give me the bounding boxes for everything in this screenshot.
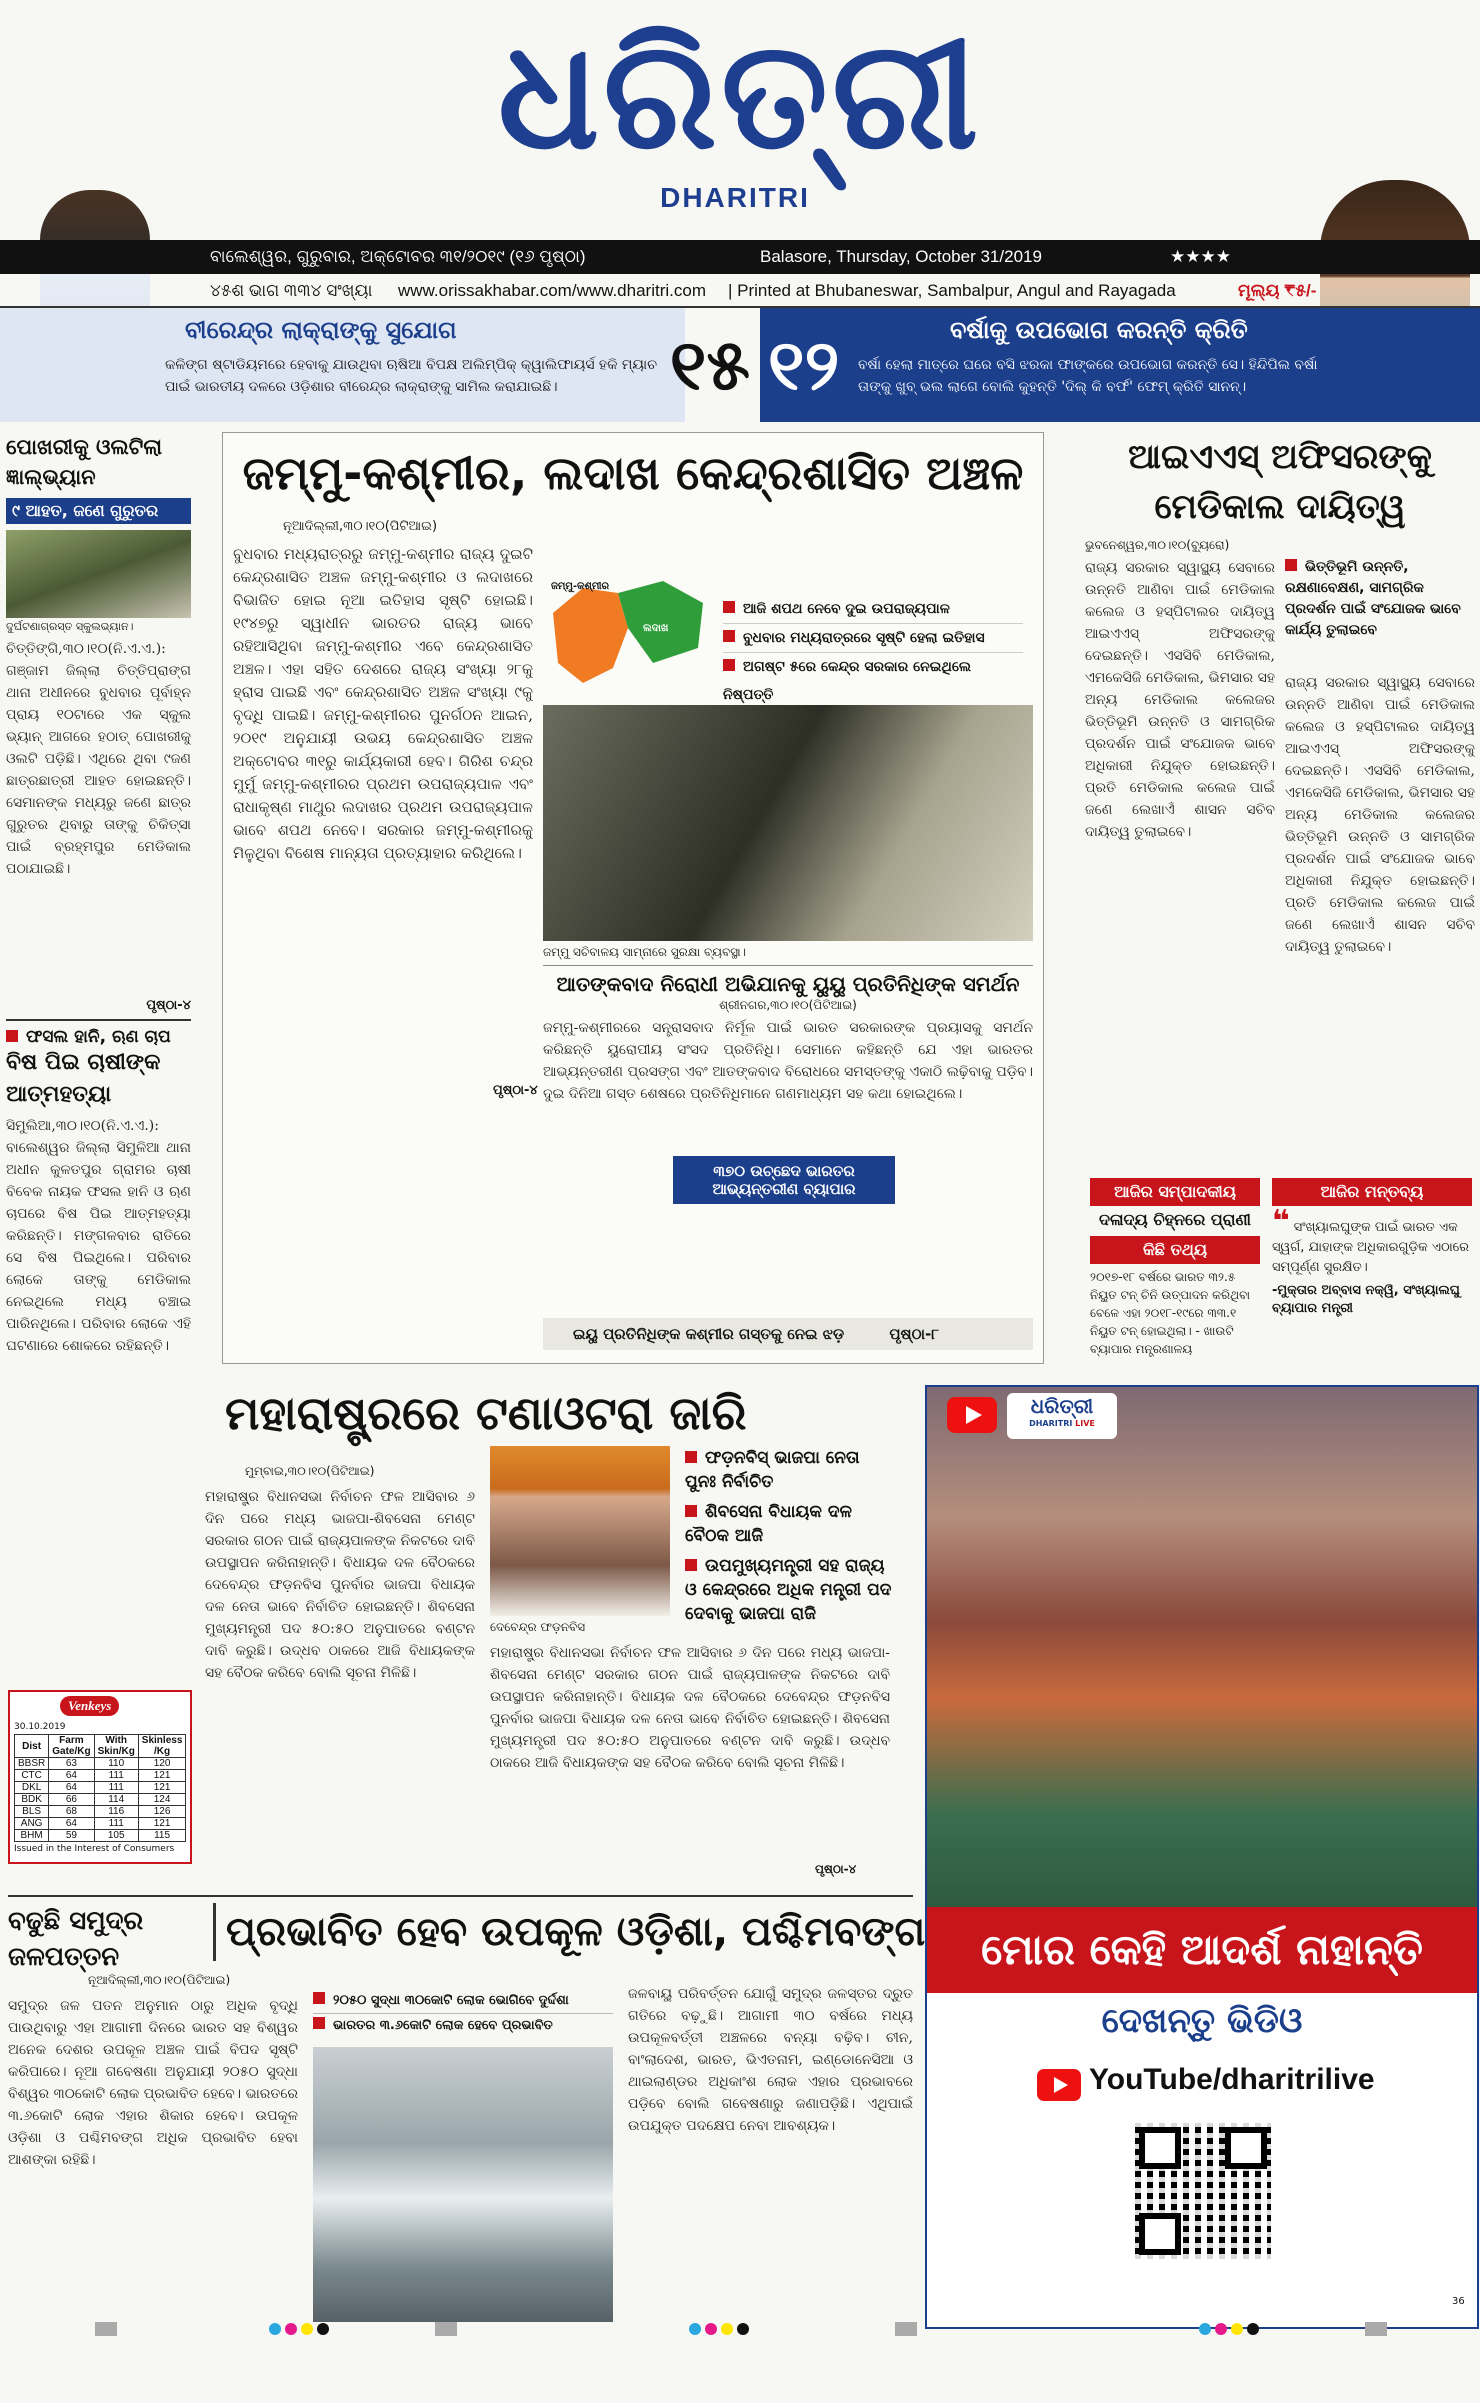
printed-at: | Printed at Bhubaneswar, Sambalpur, Angul and Rayagada xyxy=(728,281,1176,300)
eu-footer[interactable] xyxy=(543,1318,1033,1350)
maharashtra-story xyxy=(205,1380,905,1885)
athlete-photo xyxy=(927,1387,1477,1907)
price-cell: 64 xyxy=(49,1782,94,1794)
price-row xyxy=(15,1770,186,1782)
youtube-channel-text xyxy=(1089,2063,1375,2097)
price-cell: 121 xyxy=(138,1770,186,1782)
lead-story xyxy=(222,432,1044,1364)
eu-highlight-box: ୩୭୦ ଉଚ୍ଛେଦ ଭାରତର ଆଭ୍ୟନ୍ତରୀଣ ବ୍ୟାପାର xyxy=(673,1156,895,1204)
ad-cta[interactable]: ଦେଖନ୍ତୁ ଭିଡିଓ xyxy=(1101,2001,1303,2041)
left-story-body: ଚିତ୍ତିଙ୍ଗି,୩୦।୧୦(ନି.ଏ.ଏ.): ଗଞ୍ଜାମ ଜିଲ୍ଲା ଚିତ୍ତିପ୍ରାଙ୍ଗ ଥାନା ଅଧୀନରେ ବୁଧବାର ପୂର୍ବାହ୍ନ ପ୍ରାୟ ୧୦ଟାରେ ଏକ ସ୍କୁଲ ଭ୍ୟାନ୍ ଆଗରେ ହଠାତ୍ ପୋଖରୀକୁ ଓଲଟି ପଡ଼ିଛି। ଏଥିରେ ଥିବା ୯ଜଣ ଛାତ୍ରଛାତ୍ରୀ ଆହତ ହୋଇଛନ୍ତି। ସେମାନଙ୍କ ମଧ୍ୟରୁ ଜଣେ ଛାତ୍ର ଗୁରୁତର ଥିବାରୁ ତାଙ୍କୁ ଚିକିତ୍ସା ପାଇଁ ବ୍ରହ୍ମପୁର ମେଡିକାଲ ପଠାଯାଇଛି। xyxy=(6,641,191,877)
price-header-cell: Dist xyxy=(15,1735,49,1758)
maharashtra-body-left: ମହାରାଷ୍ଟ୍ର ବିଧାନସଭା ନିର୍ବାଚନ ଫଳ ଆସିବାର ୬ ଦିନ ପରେ ମଧ୍ୟ ଭାଜପା-ଶିବସେନା ମେଣ୍ଟ ସରକାର ଗଠନ ପାଇଁ ରାଜ୍ୟପାଳଙ୍କ ନିକଟରେ ଦାବି ଉପସ୍ଥାପନ କରିନାହାନ୍ତି। ବିଧାୟକ ଦଳ ବୈଠକରେ ଦେବେନ୍ଦ୍ର ଫଡ଼ନବିସ ପୁନର୍ବାର ଭାଜପା ବିଧାୟକ ଦଳ ନେତା ଭାବେ ନିର୍ବାଚିତ ହୋଇଛନ୍ତି। ଶିବସେନା ମୁଖ୍ୟମନ୍ତ୍ରୀ ପଦ ୫୦:୫୦ ଅନୁପାତରେ ବଣ୍ଟନ ଦାବି କରୁଛି। ଉଦ୍ଧବ ଠାକରେ ଆଜି ବିଧାୟକଙ୍କ ସହ ବୈଠକ କରିବେ ବୋଲି ସୂଚନା ମିଳିଛି। xyxy=(205,1489,475,1681)
price-cell: 120 xyxy=(138,1758,186,1770)
maharashtra-bullet-text: ଫଡ଼ନବିସ୍ ଭାଜପା ନେତା ପୁନଃ ନିର୍ବାଚିତ xyxy=(685,1448,860,1492)
quote-body-text: ସଂଖ୍ୟାଲଘୁଙ୍କ ପାଇଁ ଭାରତ ଏକ ସ୍ୱର୍ଗ, ଯାହାଙ୍କ ଅଧିକାରଗୁଡ଼ିକ ଏଠାରେ ସମ୍ପୂର୍ଣ୍ଣ ସୁରକ୍ଷିତ। xyxy=(1272,1220,1470,1275)
qr-code[interactable] xyxy=(1135,2123,1271,2259)
teaser-left[interactable] xyxy=(0,308,685,422)
quote-mark-icon: ❝ xyxy=(1272,1204,1290,1239)
eu-footer-text: ଇୟୁ ପ୍ରତିନିଧିଙ୍କ କଶ୍ମୀର ଗସ୍ତକୁ ନେଇ ଝଡ଼ xyxy=(573,1325,845,1343)
date-english: Balasore, Thursday, October 31/2019 xyxy=(760,247,1042,266)
lead-body: ବୁଧବାର ମଧ୍ୟରାତ୍ରରୁ ଜମ୍ମୁ-କଶ୍ମୀର ରାଜ୍ୟ ଦୁଇଟି କେନ୍ଦ୍ରଶାସିତ ଅଞ୍ଚଳ ଜମ୍ମୁ-କଶ୍ମୀର ଓ ଲଦାଖରେ ବିଭାଜିତ ହୋଇ ନୂଆ ଇତିହାସ ସୃଷ୍ଟି ହୋଇଛି। ୧୯୪୭ରୁ ସ୍ୱାଧୀନ ଭାରତର ରାଜ୍ୟ ଭାବେ ରହିଆସିଥିବା ଜମ୍ମୁ-କଶ୍ମୀର ଏବେ କେନ୍ଦ୍ରଶାସିତ ଅଞ୍ଚଳ। ଏହା ସହିତ ଦେଶରେ ରାଜ୍ୟ ସଂଖ୍ୟା ୨୮କୁ ହ୍ରାସ ପାଇଛି ଏବଂ କେନ୍ଦ୍ରଶାସିତ ଅଞ୍ଚଳ ସଂଖ୍ୟା ୯କୁ ବୃଦ୍ଧି ପାଇଛି। ଜମ୍ମୁ-କଶ୍ମୀରର ପୁନର୍ଗଠନ ଆଇନ, ୨୦୧୯ ଅନୁଯାୟୀ ଉଭୟ କେନ୍ଦ୍ରଶାସିତ ଅଞ୍ଚଳ ଅକ୍ଟୋବର ୩୧ରୁ କାର୍ଯ୍ୟକାରୀ ହେବ। ଗିରିଶ ଚନ୍ଦ୍ର ମୁର୍ମୁ ଜମ୍ମୁ-କଶ୍ମୀରର ପ୍ରଥମ ଉପରାଜ୍ୟପାଳ ଏବଂ ରାଧାକୃଷ୍ଣ ମାଥୁର ଲଦାଖର ପ୍ରଥମ ଉପରାଜ୍ୟପାଳ ଭାବେ ଶପଥ ନେବେ। ସରକାର ଜମ୍ମୁ-କଶ୍ମୀରକୁ ମିଳୁଥିବା ବିଶେଷ ମାନ୍ୟତା ପ୍ରତ୍ୟାହାର କରିଥିଲେ। xyxy=(233,545,533,862)
sea-level-body-left: ସମୁଦ୍ର ଜଳ ପତନ ଅନୁମାନ ଠାରୁ ଅଧିକ ବୃଦ୍ଧି ପାଉଥିବାରୁ ଏହା ଆଗାମୀ ଦିନରେ ଭାରତ ସହ ବିଶ୍ୱର ଅନେକ ଦେଶର ଉପକୂଳ ଅଞ୍ଚଳ ପାଇଁ ବିପଦ ସୃଷ୍ଟି କରିପାରେ। ନୂଆ ଗବେଷଣା ଅନୁଯାୟୀ ୨୦୫୦ ସୁଦ୍ଧା ବିଶ୍ୱର ୩୦କୋଟି ଲୋକ ପ୍ରଭାବିତ ହେବେ। ଭାରତରେ ୩.୬କୋଟି ଲୋକ ଏହାର ଶିକାର ହେବେ। ଉପକୂଳ ଓଡ଼ିଶା ଓ ପଶ୍ଚିମବଙ୍ଗ ଅଧିକ ପ୍ରଭାବିତ ହେବା ଆଶଙ୍କା ରହିଛି। xyxy=(8,1998,298,2168)
masthead-logo: ଧରିତ୍ରୀ xyxy=(497,7,983,183)
eu-footer-more: ପୃଷ୍ଠା-୮ xyxy=(889,1325,940,1343)
price-cell: 126 xyxy=(138,1806,186,1818)
price-cell: 59 xyxy=(49,1830,94,1842)
quote-label: ଆଜିର ମନ୍ତବ୍ୟ xyxy=(1272,1178,1472,1206)
stars: ★★★★ xyxy=(1170,247,1231,266)
eu-dateline: ଶ୍ରୀନଗର,୩୦।୧୦(ପିଟିଆଇ) xyxy=(719,998,857,1012)
maharashtra-bullet xyxy=(685,1554,895,1626)
editorial-box xyxy=(1090,1178,1260,1368)
eu-story xyxy=(543,965,1033,1356)
lead-bullet-text: ଆଜି ଶପଥ ନେବେ ଦୁଇ ଉପରାଜ୍ୟପାଳ xyxy=(743,601,950,617)
lead-more[interactable]: ପୃଷ୍ଠା-୪ xyxy=(493,1083,538,1098)
lead-bullet xyxy=(723,624,1023,653)
editorial-title[interactable]: ଦଳାଦ୍ୟ ଚିହ୍ନରେ ପ୍ରାଣୀ xyxy=(1098,1210,1252,1229)
ias-body-left: ରାଜ୍ୟ ସରକାର ସ୍ୱାସ୍ଥ୍ୟ ସେବାରେ ଉନ୍ନତି ଆଣିବା ପାଇଁ ମେଡିକାଲ କଲେଜ ଓ ହସ୍ପିଟାଲର ଦାୟିତ୍ୱ ଆଇଏଏସ୍ ଅଫିସରଙ୍କୁ ଦେଇଛନ୍ତି। ଏସସିବି ମେଡିକାଲ, ଏମକେସିଜି ମେଡିକାଲ, ଭିମସାର ସହ ଅନ୍ୟ ମେଡିକାଲ କଲେଜର ଭିତ୍ତିଭୂମି ଉନ୍ନତି ଓ ସାମଗ୍ରିକ ପ୍ରଦର୍ଶନ ପାଇଁ ସଂଯୋଜକ ଭାବେ ଅଧିକାରୀ ନିଯୁକ୍ତ ହୋଇଛନ୍ତି। ପ୍ରତି ମେଡିକାଲ କଲେଜ ପାଇଁ ଜଣେ ଲେଖାଏଁ ଶାସନ ସଚିବ ଦାୟିତ୍ୱ ତୁଲାଇବେ। xyxy=(1085,560,1275,840)
teaser-right[interactable] xyxy=(760,308,1480,422)
school-van-photo xyxy=(6,530,191,618)
price-row xyxy=(15,1818,186,1830)
sea-level-title[interactable]: ପ୍ରଭାବିତ ହେବ ଉପକୂଳ ଓଡ଼ିଶା, ପଶ୍ଚିମବଙ୍ଗ xyxy=(213,1903,926,1961)
price-cell: CTC xyxy=(15,1770,49,1782)
price-row xyxy=(15,1794,186,1806)
lead-title[interactable]: ଜମ୍ମୁ-କଶ୍ମୀର, ଲଦାଖ କେନ୍ଦ୍ରଶାସିତ ଅଞ୍ଚଳ xyxy=(242,446,1024,500)
maharashtra-title[interactable]: ମହାରାଷ୍ଟ୍ରରେ ଟଣାଓଟରା ଜାରି xyxy=(225,1386,747,1440)
left-story-more[interactable]: ପୃଷ୍ଠା-୪ xyxy=(146,998,191,1013)
lead-bullet-text: ଅଗଷ୍ଟ ୫ରେ କେନ୍ଦ୍ର ସରକାର ନେଇଥିଲେ ନିଷ୍ପତ୍ତି xyxy=(723,659,972,703)
lead-bullets xyxy=(723,595,1023,709)
price-cell: 66 xyxy=(49,1794,94,1806)
price-cell: 111 xyxy=(94,1782,138,1794)
page-number: 36 xyxy=(1452,2296,1465,2307)
editorial-label: ଆଜିର ସମ୍ପାଦକୀୟ xyxy=(1090,1178,1260,1206)
left-story2-kicker-text: ଫସଲ ହାନି, ଋଣ ଚାପ xyxy=(26,1027,171,1047)
fadnavis-photo xyxy=(490,1446,670,1616)
map-label-ladakh: ଲଦାଖ xyxy=(643,623,669,634)
sea-level-body-right: ଜଳବାୟୁ ପରିବର୍ତ୍ତନ ଯୋଗୁଁ ସମୁଦ୍ର ଜଳସ୍ତର ଦ୍ରୁତ ଗତିରେ ବଢ଼ୁଛି। ଆଗାମୀ ୩୦ ବର୍ଷରେ ମଧ୍ୟ ଉପକୂଳବର୍ତ୍ତୀ ଅଞ୍ଚଳରେ ବନ୍ୟା ବଢ଼ିବ। ଚୀନ, ବାଂଲାଦେଶ, ଭାରତ, ଭିଏତନାମ, ଇଣ୍ଡୋନେସିଆ ଓ ଥାଇଲାଣ୍ଡର ଅଧିକାଂଶ ଲୋକ ଏହାର ପ୍ରଭାବରେ ପଡ଼ିବେ ବୋଲି ଗବେଷଣାରୁ ଜଣାପଡ଼ିଛି। ଏଥିପାଇଁ ଉପଯୁକ୍ତ ପଦକ୍ଷେପ ନେବା ଆବଶ୍ୟକ। xyxy=(628,1986,913,2134)
fact-label: କିଛି ତଥ୍ୟ xyxy=(1090,1236,1260,1264)
price-cell: ANG xyxy=(15,1818,49,1830)
price-cell: 105 xyxy=(94,1830,138,1842)
left-story-tag: ୯ ଆହତ, ଜଣେ ଗୁରୁତର xyxy=(6,498,191,524)
jk-map xyxy=(543,573,713,693)
price-date: 30.10.2019 xyxy=(14,1722,66,1732)
dharitri-live-ad[interactable] xyxy=(925,1385,1479,2329)
lead-photo-caption: ଜମ୍ମୁ ସଚିବାଳୟ ସାମ୍ନାରେ ସୁରକ୍ଷା ବ୍ୟବସ୍ଥା। xyxy=(543,945,747,959)
ad-headline: ମୋର କେହି ଆଦର୍ଶ ନାହାନ୍ତି xyxy=(927,1907,1477,1993)
date-odia: ବାଲେଶ୍ୱର, ଗୁରୁବାର, ଅକ୍ଟୋବର ୩୧/୨୦୧୯ (୧୬ ପୃଷ୍ଠା) xyxy=(210,247,586,266)
lead-bullet xyxy=(723,653,1023,709)
price-cell: 121 xyxy=(138,1782,186,1794)
price-cell: DKL xyxy=(15,1782,49,1794)
price-cell: BLS xyxy=(15,1806,49,1818)
youtube-wordmark: YouTube xyxy=(1089,2063,1213,2096)
price-row xyxy=(15,1758,186,1770)
sea-level-dateline: ନୂଆଦିଲ୍ଲୀ,୩୦।୧୦(ପିଟିଆଇ) xyxy=(88,1973,231,1987)
ad-brand-logo xyxy=(1007,1393,1117,1439)
teaser-left-page: ୧୫ xyxy=(669,326,751,404)
teaser-right-body: ବର୍ଷା ହେଲା ମାତ୍ରେ ଘରେ ବସି ଝରକା ଫାଙ୍କରେ ଉପଭୋଗ କରନ୍ତି ସେ। ହିନ୍ଦିପିଲ ବର୍ଷା ତାଙ୍କୁ ଖୁବ୍ ଭଲ ଲାଗେ ବୋଲି କୁହନ୍ତି 'ଦିଲ୍ କି ବର୍ଫ' ଫେମ୍ କ୍ରିତି ସାନନ୍। xyxy=(858,357,1318,395)
price-header-cell: With Skin/Kg xyxy=(94,1735,138,1758)
price-header-cell: Skinless /Kg xyxy=(138,1735,186,1758)
maharashtra-more[interactable]: ପୃଷ୍ଠା-୪ xyxy=(815,1862,857,1876)
price-row xyxy=(15,1830,186,1842)
teaser-right-page: ୧୨ xyxy=(768,326,840,404)
registration-marks xyxy=(95,2322,1395,2342)
left-story2-title[interactable]: ବିଷ ପିଇ ଚାଷୀଙ୍କ ଆତ୍ମହତ୍ୟା xyxy=(6,1050,161,1107)
maharashtra-photo-caption: ଦେବେନ୍ଦ୍ର ଫଡ଼ନବିସ xyxy=(490,1620,586,1634)
left-story2-body: ସିମୁଲିଆ,୩୦।୧୦(ନି.ଏ.ଏ.): ବାଲେଶ୍ୱର ଜିଲ୍ଲା ସିମୁଳିଆ ଥାନା ଅଧୀନ କୁଳତପୁର ଗ୍ରାମର ଚାଷୀ ବିବେକ ନାୟକ ଫସଲ ହାନି ଓ ଋଣ ଚାପରେ ବିଷ ପିଇ ଆତ୍ମହତ୍ୟା କରିଛନ୍ତି। ମଙ୍ଗଳବାର ରାତିରେ ସେ ବିଷ ପିଇଥିଲେ। ପରିବାର ଲୋକେ ତାଙ୍କୁ ମେଡିକାଲ ନେଇଥିଲେ ମଧ୍ୟ ବଞ୍ଚାଇ ପାରିନଥିଲେ। ପରିବାର ଲୋକେ ଏହି ଘଟଣାରେ ଶୋକରେ ରହିଛନ୍ତି। xyxy=(6,1118,191,1354)
price-cell: 121 xyxy=(138,1818,186,1830)
ad-brand-sub xyxy=(1007,1419,1117,1428)
teaser-left-title: ବୀରେନ୍ଦ୍ର ଲାକ୍ରାଙ୍କୁ ସୁଯୋଗ xyxy=(185,316,457,344)
price-cell: 114 xyxy=(94,1794,138,1806)
ias-bullet xyxy=(1285,557,1475,641)
sea-level-bullet xyxy=(313,2014,613,2038)
eu-title[interactable]: ଆତଙ୍କବାଦ ନିରୋଧୀ ଅଭିଯାନକୁ ୟୁୟୁ ପ୍ରତିନିଧିଙ୍କ ସମର୍ଥନ xyxy=(556,972,1020,996)
quote-body xyxy=(1272,1204,1472,1278)
left-story-title[interactable]: ପୋଖରୀକୁ ଓଲଟିଲା ଜ୍ଞାଲ୍‌ଭ୍ୟାନ xyxy=(6,435,162,489)
price-cell: BDK xyxy=(15,1794,49,1806)
price-cell: 111 xyxy=(94,1818,138,1830)
sea-level-bullet xyxy=(313,1989,613,2014)
issue-number: ୪୫ଶ ଭାଗ ୩୩୪ ସଂଖ୍ୟା xyxy=(210,281,373,300)
price-cell: 111 xyxy=(94,1770,138,1782)
price-cell: 124 xyxy=(138,1794,186,1806)
ad-brand-sub-text: DHARITRI xyxy=(1029,1419,1073,1428)
quote-box xyxy=(1272,1178,1472,1368)
maharashtra-bullet xyxy=(685,1446,895,1494)
youtube-logo-icon xyxy=(1037,2069,1081,2101)
price-cell: 63 xyxy=(49,1758,94,1770)
chicken-price-box xyxy=(8,1690,192,1864)
security-photo xyxy=(543,705,1033,941)
price-cell: 64 xyxy=(49,1818,94,1830)
issue-bar xyxy=(0,276,1480,308)
sea-level-bullets xyxy=(313,1989,613,2038)
price-table xyxy=(14,1734,186,1842)
price-cell: 115 xyxy=(138,1830,186,1842)
sea-level-story xyxy=(8,1895,926,2327)
maharashtra-body-right: ମହାରାଷ୍ଟ୍ର ବିଧାନସଭା ନିର୍ବାଚନ ଫଳ ଆସିବାର ୬ ଦିନ ପରେ ମଧ୍ୟ ଭାଜପା-ଶିବସେନା ମେଣ୍ଟ ସରକାର ଗଠନ ପାଇଁ ରାଜ୍ୟପାଳଙ୍କ ନିକଟରେ ଦାବି ଉପସ୍ଥାପନ କରିନାହାନ୍ତି। ବିଧାୟକ ଦଳ ବୈଠକରେ ଦେବେନ୍ଦ୍ର ଫଡ଼ନବିସ ପୁନର୍ବାର ଭାଜପା ବିଧାୟକ ଦଳ ନେତା ଭାବେ ନିର୍ବାଚିତ ହୋଇଛନ୍ତି। ଶିବସେନା ମୁଖ୍ୟମନ୍ତ୍ରୀ ପଦ ୫୦:୫୦ ଅନୁପାତରେ ବଣ୍ଟନ ଦାବି କରୁଛି। ଉଦ୍ଧବ ଠାକରେ ଆଜି ବିଧାୟକଙ୍କ ସହ ବୈଠକ କରିବେ ବୋଲି ସୂଚନା ମିଳିଛି। xyxy=(490,1645,890,1771)
ad-live-label: LIVE xyxy=(1075,1419,1095,1428)
price-cell: BBSR xyxy=(15,1758,49,1770)
ias-bullet-text: ଭିତ୍ତିଭୂମି ଉନ୍ନତି, ରକ୍ଷଣାବେକ୍ଷଣ, ସାମଗ୍ରିକ ପ୍ରଦର୍ଶନ ପାଇଁ ସଂଯୋଜକ ଭାବେ କାର୍ଯ୍ୟ ତୁଲାଇବେ xyxy=(1285,559,1461,638)
price: ମୂଲ୍ୟ ₹୫/- xyxy=(1238,281,1317,300)
maharashtra-bullet-text: ଉପମୁଖ୍ୟମନ୍ତ୍ରୀ ସହ ରାଜ୍ୟ ଓ କେନ୍ଦ୍ରରେ ଅଧିକ ମନ୍ତ୍ରୀ ପଦ ଦେବାକୁ ଭାଜପା ରାଜି xyxy=(685,1556,892,1624)
map-label-jk: ଜମ୍ମୁ-କଶ୍ମୀର xyxy=(551,581,610,592)
brand-logo: Venkeys xyxy=(60,1696,119,1716)
left-column xyxy=(6,432,191,1750)
left-photo-caption: ଦୁର୍ଘଟଣାଗ୍ରସ୍ତ ସ୍କୁଲଭ୍ୟାନ। xyxy=(6,620,134,633)
teaser-right-title: ବର୍ଷାକୁ ଉପଭୋଗ କରନ୍ତି କ୍ରିତି xyxy=(950,316,1248,344)
quote-author: -ମୁକ୍ତାର ଅବ୍ବାସ ନକ୍ୱି, ସଂଖ୍ୟାଲଘୁ ବ୍ୟାପାର ମନ୍ତ୍ରୀ xyxy=(1272,1283,1460,1316)
waves-photo xyxy=(313,2047,613,2322)
maharashtra-bullet-text: ଶିବସେନା ବିଧାୟକ ଦଳ ବୈଠକ ଆଜି xyxy=(685,1502,852,1546)
lead-bullet-text: ବୁଧବାର ମଧ୍ୟରାତ୍ରରେ ସୃଷ୍ଟି ହେଲା ଇତିହାସ xyxy=(743,630,985,646)
ias-dateline: ଭୁବନେଶ୍ୱର,୩୦।୧୦(ବ୍ୟୁରୋ) xyxy=(1085,538,1230,552)
left-story2-kicker xyxy=(6,1027,191,1047)
lead-bullet xyxy=(723,595,1023,624)
masthead-subtitle: DHARITRI xyxy=(660,182,810,213)
price-cell: 68 xyxy=(49,1806,94,1818)
ias-story xyxy=(1085,432,1475,1152)
price-cell: BHM xyxy=(15,1830,49,1842)
ias-title[interactable]: ଆଇଏଏସ୍ ଅଫିସରଙ୍କୁ ମେଡିକାଲ ଦାୟିତ୍ୱ xyxy=(1128,437,1432,527)
website-links[interactable]: www.orissakhabar.com/www.dharitri.com xyxy=(398,281,706,300)
price-footer: Issued in the Interest of Consumers xyxy=(14,1844,175,1854)
sea-level-bullet-text: ଭାରତର ୩.୬କୋଟି ଲୋକ ହେବେ ପ୍ରଭାବିତ xyxy=(333,2018,553,2033)
teaser-left-body: କଳିଙ୍ଗ ଷ୍ଟାଡିୟମରେ ହେବାକୁ ଯାଉଥିବା ଋଷିଆ ବିପକ୍ଷ ଅଲିମ୍ପିକ୍ କ୍ୱାଲିଫାୟର୍ସ ହକି ମ୍ୟାଚ ପାଇଁ ଭାରତୀୟ ଦଳରେ ଓଡ଼ିଶାର ବୀରେନ୍ଦ୍ର ଲାକ୍ରାଙ୍କୁ ସାମିଲ କରାଯାଇଛି। xyxy=(165,357,658,395)
youtube-play-icon xyxy=(947,1397,997,1437)
price-cell: 64 xyxy=(49,1770,94,1782)
ias-body-right: ରାଜ୍ୟ ସରକାର ସ୍ୱାସ୍ଥ୍ୟ ସେବାରେ ଉନ୍ନତି ଆଣିବା ପାଇଁ ମେଡିକାଲ କଲେଜ ଓ ହସ୍ପିଟାଲର ଦାୟିତ୍ୱ ଆଇଏଏସ୍ ଅଫିସରଙ୍କୁ ଦେଇଛନ୍ତି। ଏସସିବି ମେଡିକାଲ, ଏମକେସିଜି ମେଡିକାଲ, ଭିମସାର ସହ ଅନ୍ୟ ମେଡିକାଲ କଲେଜର ଭିତ୍ତିଭୂମି ଉନ୍ନତି ଓ ସାମଗ୍ରିକ ପ୍ରଦର୍ଶନ ପାଇଁ ସଂଯୋଜକ ଭାବେ ଅଧିକାରୀ ନିଯୁକ୍ତ ହୋଇଛନ୍ତି। ପ୍ରତି ମେଡିକାଲ କଲେଜ ପାଇଁ ଜଣେ ଲେଖାଏଁ ଶାସନ ସଚିବ ଦାୟିତ୍ୱ ତୁଲାଇବେ। xyxy=(1285,675,1475,955)
dateline-bar xyxy=(0,240,1480,274)
youtube-channel-handle: /dharitrilive xyxy=(1212,2063,1375,2096)
price-header-cell: Farm Gate/Kg xyxy=(49,1735,94,1758)
ad-brand-text: ଧରିତ୍ରୀ xyxy=(1030,1394,1094,1418)
price-cell: 110 xyxy=(94,1758,138,1770)
maharashtra-dateline: ମୁମ୍ବାଇ,୩୦।୧୦(ପିଟିଆଇ) xyxy=(245,1464,375,1478)
maharashtra-bullets xyxy=(685,1446,895,1626)
lead-dateline: ନୂଆଦିଲ୍ଲୀ,୩୦।୧୦(ପିଟିଆଇ) xyxy=(283,519,438,534)
price-cell: 116 xyxy=(94,1806,138,1818)
sea-level-bullet-text: ୨୦୫୦ ସୁଦ୍ଧା ୩୦କୋଟି ଲୋକ ଭୋଗିବେ ଦୁର୍ଦ୍ଦଶା xyxy=(333,1993,569,2008)
fact-body: ୨୦୧୭-୧୮ ବର୍ଷରେ ଭାରତ ୩୨.୫ ନିୟୁତ ଟନ୍ ଚିନି ଉତ୍ପାଦନ କରିଥିବା ବେଳେ ଏହା ୨୦୧୮-୧୯ରେ ୩୩.୧ ନିୟୁତ ଟନ୍ ହୋଇଥିଲା। - ଖାଉଟି ବ୍ୟାପାର ମନ୍ତ୍ରଣାଳୟ xyxy=(1090,1270,1251,1356)
maharashtra-bullet xyxy=(685,1500,895,1548)
sea-level-side-title[interactable]: ବଢୁଛି ସମୁଦ୍ର ଜଳପତ୍ତନ xyxy=(8,1906,144,1972)
price-row xyxy=(15,1782,186,1794)
price-row xyxy=(15,1806,186,1818)
eu-body: ଜମ୍ମୁ-କଶ୍ମୀରରେ ସନ୍ତ୍ରାସବାଦ ନିର୍ମୂଳ ପାଇଁ ଭାରତ ସରକାରଙ୍କ ପ୍ରୟାସକୁ ସମର୍ଥନ କରିଛନ୍ତି ୟୁରୋପୀୟ ସଂସଦ ପ୍ରତିନିଧି। ସେମାନେ କହିଛନ୍ତି ଯେ ଏହା ଭାରତର ଆଭ୍ୟନ୍ତରୀଣ ପ୍ରସଙ୍ଗ ଏବଂ ଆତଙ୍କବାଦ ବିରୋଧରେ ସମସ୍ତଙ୍କୁ ଏକାଠି ଲଢ଼ିବାକୁ ପଡ଼ିବ। ଦୁଇ ଦିନିଆ ଗସ୍ତ ଶେଷରେ ପ୍ରତିନିଧିମାନେ ଗଣମାଧ୍ୟମ ସହ କଥା ହୋଇଥିଲେ। xyxy=(543,1020,1033,1102)
